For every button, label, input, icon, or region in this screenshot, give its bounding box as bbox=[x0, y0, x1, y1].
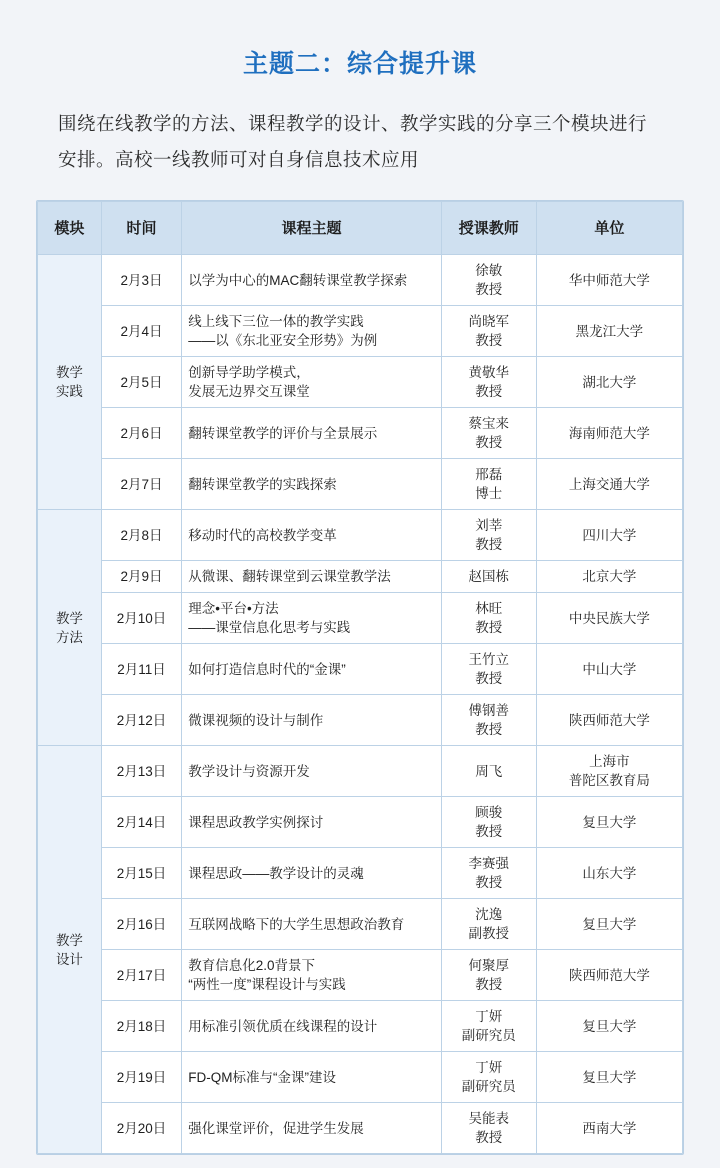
date-cell: 2月10日 bbox=[101, 593, 181, 644]
table-row bbox=[38, 408, 683, 459]
topic-line: 翻转课堂教学的实践探索 bbox=[188, 476, 337, 492]
organization-line: 西南大学 bbox=[582, 1120, 637, 1136]
module-cell bbox=[38, 746, 102, 1154]
date-cell: 2月16日 bbox=[101, 899, 181, 950]
topic-line: “两性一度”课程设计与实践 bbox=[188, 977, 346, 992]
topic-cell bbox=[182, 899, 442, 950]
teacher-cell bbox=[441, 561, 536, 593]
topic-line: 从微课、翻转课堂到云课堂教学法 bbox=[188, 569, 391, 584]
topic-line: 理念•平台•方法 bbox=[188, 601, 279, 616]
module-cell bbox=[38, 255, 102, 510]
topic-line: ——课堂信息化思考与实践 bbox=[188, 620, 351, 635]
teacher-line: 赵国栋 bbox=[468, 569, 510, 584]
topic-cell bbox=[182, 357, 442, 408]
topic-cell bbox=[182, 746, 442, 797]
organization-cell bbox=[536, 255, 682, 306]
date-cell: 2月3日 bbox=[101, 255, 181, 306]
teacher-line: 教授 bbox=[475, 875, 503, 890]
teacher-cell bbox=[441, 593, 536, 644]
table-row bbox=[38, 695, 683, 746]
teacher-line: 吴能表 bbox=[468, 1111, 510, 1126]
module-cell bbox=[38, 510, 102, 746]
organization-cell bbox=[536, 357, 682, 408]
teacher-line: 黄敬华 bbox=[468, 365, 510, 380]
teacher-cell bbox=[441, 797, 536, 848]
teacher-line: 尚晓军 bbox=[468, 314, 510, 329]
organization-line: 华中师范大学 bbox=[568, 272, 650, 288]
module-label-line: 教学 bbox=[55, 932, 83, 948]
topic-line: 强化课堂评价，促进学生发展 bbox=[188, 1120, 364, 1136]
table-row bbox=[38, 644, 683, 695]
teacher-line: 林旺 bbox=[475, 601, 503, 616]
topic-line: FD-QM标准与“金课”建设 bbox=[188, 1069, 336, 1085]
teacher-line: 教授 bbox=[475, 671, 503, 686]
table-row bbox=[38, 848, 683, 899]
table-row bbox=[38, 746, 683, 797]
teacher-cell bbox=[441, 644, 536, 695]
topic-cell bbox=[182, 510, 442, 561]
topic-line: 课程思政教学实例探讨 bbox=[188, 814, 324, 830]
topic-line: 用标准引领优质在线课程的设计 bbox=[188, 1018, 378, 1034]
organization-line: 北京大学 bbox=[582, 569, 637, 584]
date-cell: 2月12日 bbox=[101, 695, 181, 746]
topic-line: 以学为中心的MAC翻转课堂教学探索 bbox=[188, 272, 408, 288]
table-row bbox=[38, 306, 683, 357]
organization-line: 普陀区教育局 bbox=[568, 773, 650, 788]
date-cell: 2月18日 bbox=[101, 1001, 181, 1052]
teacher-line: 教授 bbox=[475, 722, 503, 737]
organization-cell bbox=[536, 593, 682, 644]
date-cell: 2月4日 bbox=[101, 306, 181, 357]
teacher-line: 王竹立 bbox=[468, 652, 510, 667]
organization-line: 上海市 bbox=[589, 754, 630, 769]
teacher-cell bbox=[441, 459, 536, 510]
table-row bbox=[38, 950, 683, 1001]
module-label-line: 实践 bbox=[55, 384, 83, 399]
schedule-table bbox=[37, 201, 683, 1154]
topic-cell bbox=[182, 306, 442, 357]
column-header-date: 时间 bbox=[101, 202, 181, 255]
teacher-line: 丁妍 bbox=[475, 1060, 503, 1075]
schedule-table-container bbox=[36, 200, 684, 1155]
column-header-module: 模块 bbox=[38, 202, 102, 255]
date-cell: 2月19日 bbox=[101, 1052, 181, 1103]
teacher-line: 何聚厚 bbox=[468, 958, 510, 973]
teacher-cell bbox=[441, 255, 536, 306]
teacher-cell bbox=[441, 950, 536, 1001]
teacher-cell bbox=[441, 899, 536, 950]
teacher-line: 教授 bbox=[475, 620, 503, 635]
table-header bbox=[38, 202, 683, 255]
topic-line: 课程思政——教学设计的灵魂 bbox=[188, 865, 364, 881]
teacher-line: 邢磊 bbox=[475, 467, 503, 482]
teacher-line: 蔡宝来 bbox=[468, 416, 510, 431]
organization-line: 中央民族大学 bbox=[568, 610, 650, 626]
organization-cell bbox=[536, 561, 682, 593]
organization-line: 复旦大学 bbox=[582, 916, 637, 932]
teacher-cell bbox=[441, 510, 536, 561]
teacher-line: 博士 bbox=[475, 486, 503, 501]
table-row bbox=[38, 1001, 683, 1052]
topic-cell bbox=[182, 459, 442, 510]
teacher-line: 教授 bbox=[475, 977, 503, 992]
topic-line: 教学设计与资源开发 bbox=[188, 763, 310, 779]
date-cell: 2月20日 bbox=[101, 1103, 181, 1154]
teacher-line: 副研究员 bbox=[461, 1028, 516, 1043]
teacher-line: 沈逸 bbox=[475, 907, 503, 922]
date-cell: 2月14日 bbox=[101, 797, 181, 848]
table-header-row bbox=[38, 202, 683, 255]
teacher-line: 刘莘 bbox=[475, 518, 503, 533]
topic-line: 发展无边界交互课堂 bbox=[188, 384, 310, 399]
organization-cell bbox=[536, 510, 682, 561]
organization-line: 上海交通大学 bbox=[568, 476, 650, 492]
date-cell: 2月13日 bbox=[101, 746, 181, 797]
column-header-org: 单位 bbox=[536, 202, 682, 255]
table-row bbox=[38, 459, 683, 510]
table-row bbox=[38, 1103, 683, 1154]
date-cell: 2月8日 bbox=[101, 510, 181, 561]
organization-line: 黑龙江大学 bbox=[575, 323, 644, 339]
organization-line: 山东大学 bbox=[582, 865, 637, 881]
date-cell: 2月5日 bbox=[101, 357, 181, 408]
organization-cell bbox=[536, 1103, 682, 1154]
teacher-line: 顾骏 bbox=[475, 805, 503, 820]
organization-line: 海南师范大学 bbox=[568, 425, 650, 441]
organization-line: 陕西师范大学 bbox=[568, 712, 650, 728]
table-body bbox=[38, 255, 683, 1154]
teacher-cell bbox=[441, 1052, 536, 1103]
topic-cell bbox=[182, 1052, 442, 1103]
organization-cell bbox=[536, 695, 682, 746]
organization-cell bbox=[536, 950, 682, 1001]
table-row bbox=[38, 593, 683, 644]
teacher-line: 副研究员 bbox=[461, 1079, 516, 1094]
table-row bbox=[38, 1052, 683, 1103]
teacher-line: 丁妍 bbox=[475, 1009, 503, 1024]
topic-line: 如何打造信息时代的“金课” bbox=[188, 661, 346, 677]
organization-cell bbox=[536, 848, 682, 899]
teacher-line: 教授 bbox=[475, 435, 503, 450]
date-cell: 2月6日 bbox=[101, 408, 181, 459]
teacher-line: 徐敏 bbox=[475, 263, 503, 278]
teacher-cell bbox=[441, 1103, 536, 1154]
table-row bbox=[38, 797, 683, 848]
teacher-cell bbox=[441, 695, 536, 746]
topic-cell bbox=[182, 593, 442, 644]
table-row bbox=[38, 255, 683, 306]
page-title: 主题二：综合提升课 bbox=[242, 50, 477, 78]
topic-cell bbox=[182, 848, 442, 899]
module-label-line: 教学 bbox=[55, 365, 83, 380]
organization-cell bbox=[536, 797, 682, 848]
organization-cell bbox=[536, 746, 682, 797]
teacher-line: 周飞 bbox=[475, 763, 503, 779]
teacher-line: 教授 bbox=[475, 333, 503, 348]
topic-cell bbox=[182, 1001, 442, 1052]
organization-line: 复旦大学 bbox=[582, 814, 637, 830]
organization-line: 中山大学 bbox=[582, 661, 637, 677]
teacher-line: 教授 bbox=[475, 824, 503, 839]
topic-line: 移动时代的高校教学变革 bbox=[188, 527, 337, 543]
topic-cell bbox=[182, 1103, 442, 1154]
teacher-line: 教授 bbox=[475, 282, 503, 297]
organization-line: 四川大学 bbox=[582, 527, 637, 543]
topic-line: ——以《东北亚安全形势》为例 bbox=[188, 333, 378, 348]
organization-cell bbox=[536, 1001, 682, 1052]
module-label-line: 方法 bbox=[55, 629, 83, 645]
teacher-line: 傅钢善 bbox=[468, 703, 510, 718]
topic-line: 教育信息化2.0背景下 bbox=[188, 958, 316, 973]
module-label-line: 设计 bbox=[55, 951, 83, 967]
teacher-line: 教授 bbox=[475, 537, 503, 552]
date-cell: 2月7日 bbox=[101, 459, 181, 510]
organization-line: 湖北大学 bbox=[582, 374, 637, 390]
topic-cell bbox=[182, 950, 442, 1001]
teacher-cell bbox=[441, 848, 536, 899]
table-row bbox=[38, 561, 683, 593]
topic-line: 创新导学助学模式， bbox=[188, 365, 310, 380]
teacher-line: 教授 bbox=[475, 1130, 503, 1145]
organization-line: 复旦大学 bbox=[582, 1069, 637, 1085]
table-row bbox=[38, 899, 683, 950]
date-cell: 2月11日 bbox=[101, 644, 181, 695]
date-cell: 2月9日 bbox=[101, 561, 181, 593]
topic-cell bbox=[182, 561, 442, 593]
date-cell: 2月15日 bbox=[101, 848, 181, 899]
teacher-line: 李赛强 bbox=[468, 856, 510, 871]
organization-cell bbox=[536, 899, 682, 950]
topic-cell bbox=[182, 797, 442, 848]
topic-cell bbox=[182, 644, 442, 695]
topic-line: 线上线下三位一体的教学实践 bbox=[188, 314, 364, 329]
topic-cell bbox=[182, 695, 442, 746]
teacher-cell bbox=[441, 306, 536, 357]
organization-cell bbox=[536, 459, 682, 510]
organization-cell bbox=[536, 644, 682, 695]
intro-paragraph: 围绕在线教学的方法、课程教学的设计、教学实践的分享三个模块进行安排。高校一线教师可对自身信息技术应用 bbox=[58, 113, 648, 170]
teacher-cell bbox=[441, 357, 536, 408]
organization-cell bbox=[536, 306, 682, 357]
topic-cell bbox=[182, 408, 442, 459]
teacher-cell bbox=[441, 408, 536, 459]
organization-cell bbox=[536, 408, 682, 459]
column-header-teacher: 授课教师 bbox=[441, 202, 536, 255]
organization-cell bbox=[536, 1052, 682, 1103]
table-row bbox=[38, 510, 683, 561]
topic-cell bbox=[182, 255, 442, 306]
topic-line: 互联网战略下的大学生思想政治教育 bbox=[188, 916, 405, 932]
table-row bbox=[38, 357, 683, 408]
topic-line: 翻转课堂教学的评价与全景展示 bbox=[188, 425, 378, 441]
teacher-cell bbox=[441, 1001, 536, 1052]
topic-line: 微课视频的设计与制作 bbox=[188, 712, 324, 728]
organization-line: 陕西师范大学 bbox=[568, 967, 650, 983]
teacher-line: 教授 bbox=[475, 384, 503, 399]
date-cell: 2月17日 bbox=[101, 950, 181, 1001]
module-label-line: 教学 bbox=[55, 610, 83, 626]
organization-line: 复旦大学 bbox=[582, 1018, 637, 1034]
teacher-cell bbox=[441, 746, 536, 797]
column-header-topic: 课程主题 bbox=[182, 202, 442, 255]
teacher-line: 副教授 bbox=[468, 926, 510, 941]
